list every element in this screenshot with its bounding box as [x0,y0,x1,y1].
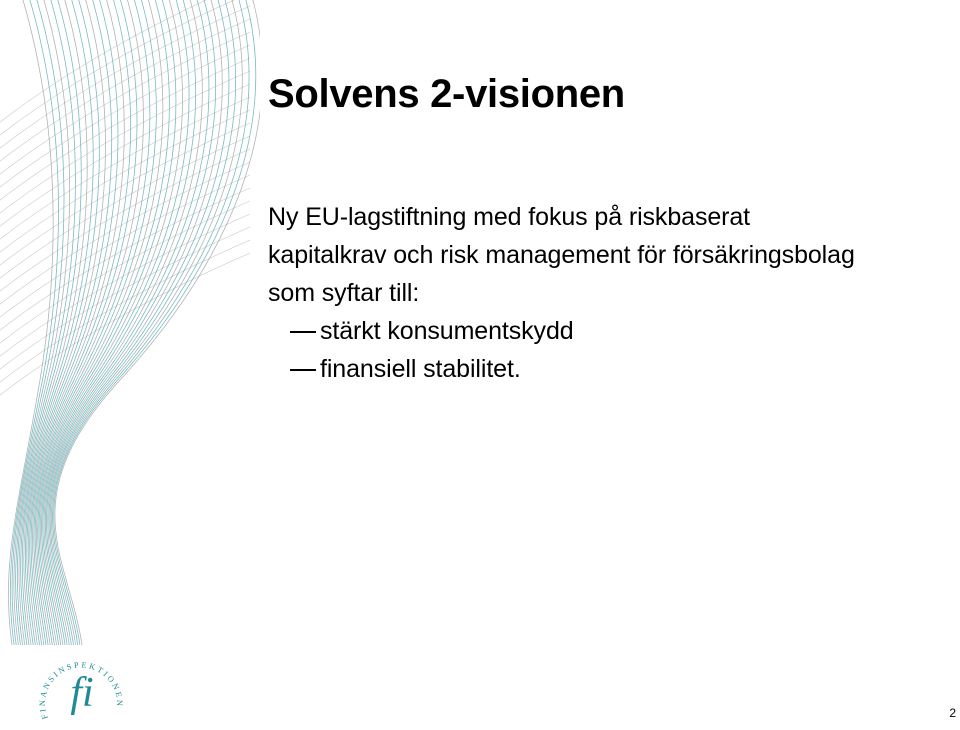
intro-line: Ny EU-lagstiftning med fokus på riskbaserat [268,203,751,231]
wave-line [0,0,250,143]
dash-bullet-icon [290,369,316,371]
wave-line [0,0,250,130]
wave-line [30,0,131,645]
bullet-text: stärkt konsumentskydd [320,317,574,345]
finansinspektionen-logo [30,640,130,730]
logo-ring-text: FINANSINSPEKTIONEN [37,660,125,721]
bullet-item [268,312,948,350]
logo-mark: fi [70,670,94,716]
wave-line [24,0,106,645]
bullet-text: finansiell stabilitet. [320,355,521,383]
wave-line [27,0,118,645]
wave-line [40,0,182,645]
intro-line: kapitalkrav och risk management för försäkringsbolag [268,241,855,269]
slide-body [268,198,948,388]
decorative-wave-lines [0,0,260,650]
wave-line [55,0,260,645]
bullet-item [268,350,948,388]
wave-line [53,0,249,645]
slide-title: Solvens 2-visionen [268,72,625,116]
intro-line: som syftar till: [268,279,420,307]
dash-bullet-icon [290,331,316,333]
wave-line [51,0,242,645]
wave-line [39,0,176,645]
page-number: 2 [949,706,956,720]
